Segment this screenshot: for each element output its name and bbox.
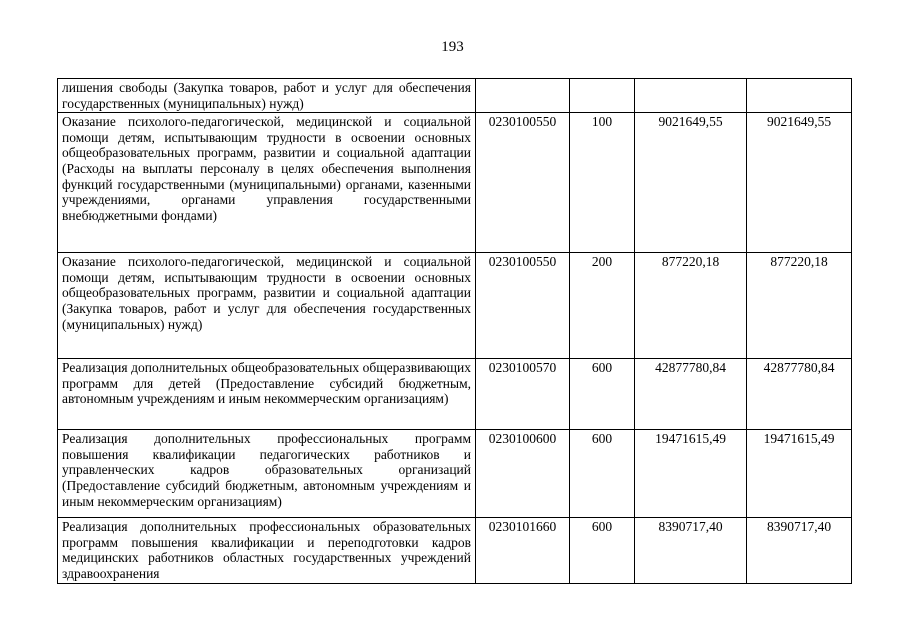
expense-name-cell: Реализация дополнительных общеобразовательных общеразвивающих программ для детей (Предоставление субсидий бюджетным, автономным учреждениям и иным некоммерческим организациям) [58, 359, 476, 430]
expense-type-cell: 600 [570, 430, 635, 518]
target-code-cell: 0230101660 [476, 518, 570, 584]
expense-name-cell: Реализация дополнительных профессиональных образовательных программ повышения квалификации и переподготовки кадров медицинских работников областных государственных учреждений здравоохранения [58, 518, 476, 584]
table-row [58, 253, 852, 359]
budget-table [57, 78, 852, 584]
amount-cell: 877220,18 [635, 253, 747, 359]
target-code-cell: 0230100550 [476, 253, 570, 359]
expense-type-cell: 600 [570, 359, 635, 430]
page-number: 193 [441, 39, 464, 55]
expense-type-cell: 100 [570, 113, 635, 253]
amount-cell: 42877780,84 [747, 359, 852, 430]
expense-name-cell: Оказание психолого-педагогической, медицинской и социальной помощи детям, испытывающим трудности в освоении основных общеобразовательных программ, развитии и социальной адаптации (Расходы на выплаты персоналу в целях обеспечения выполнения функций государственными (муниципальными) органами, казенными учреждениями, органами управления государственными внебюджетными фондами) [58, 113, 476, 253]
table-row [58, 79, 852, 113]
amount-cell: 42877780,84 [635, 359, 747, 430]
amount-cell: 8390717,40 [747, 518, 852, 584]
amount-cell: 9021649,55 [747, 113, 852, 253]
amount-cell: 9021649,55 [635, 113, 747, 253]
table-row [58, 113, 852, 253]
table-row [58, 430, 852, 518]
target-code-cell: 0230100550 [476, 113, 570, 253]
target-code-cell [476, 79, 570, 113]
amount-cell: 8390717,40 [635, 518, 747, 584]
expense-type-cell: 200 [570, 253, 635, 359]
expense-name-cell: лишения свободы (Закупка товаров, работ и услуг для обеспечения государственных (муниципальных) нужд) [58, 79, 476, 113]
amount-cell: 877220,18 [747, 253, 852, 359]
expense-type-cell [570, 79, 635, 113]
expense-name-cell: Реализация дополнительных профессиональных программ повышения квалификации педагогических работников и управленческих кадров образовательных организаций (Предоставление субсидий бюджетным, автономным учреждениям и иным некоммерческим организациям) [58, 430, 476, 518]
target-code-cell: 0230100570 [476, 359, 570, 430]
expense-type-cell: 600 [570, 518, 635, 584]
amount-cell [747, 79, 852, 113]
amount-cell: 19471615,49 [635, 430, 747, 518]
table-row [58, 518, 852, 584]
target-code-cell: 0230100600 [476, 430, 570, 518]
expense-name-cell: Оказание психолого-педагогической, медицинской и социальной помощи детям, испытывающим трудности в освоении основных общеобразовательных программ, развитии и социальной адаптации (Закупка товаров, работ и услуг для обеспечения государственных (муниципальных) нужд) [58, 253, 476, 359]
amount-cell: 19471615,49 [747, 430, 852, 518]
table-row [58, 359, 852, 430]
amount-cell [635, 79, 747, 113]
